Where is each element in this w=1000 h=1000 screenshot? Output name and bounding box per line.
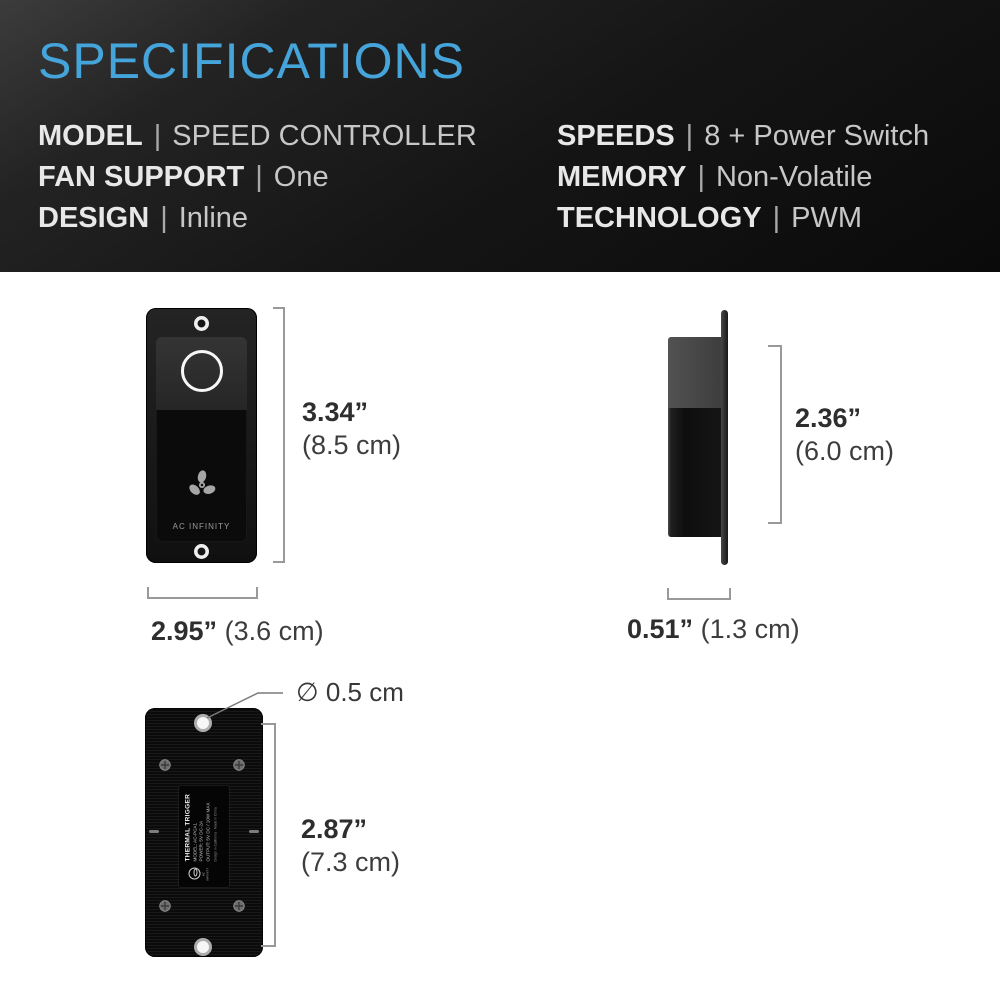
dimension-cm: (6.0 cm) [795, 436, 895, 466]
dimension-bracket-side-depth [667, 588, 731, 600]
spec-column-left [38, 116, 477, 239]
spec-divider: | [697, 161, 705, 193]
spec-divider: | [160, 202, 168, 234]
label-model: MODEL: AC-PCA1 [192, 822, 197, 861]
spec-divider: | [255, 161, 263, 193]
brand-label: AC INFINITY [172, 522, 231, 531]
screw-icon [159, 759, 171, 771]
label-power: POWER: 5V DC-2A [198, 820, 204, 861]
screw-hole [194, 544, 209, 559]
dimension-inches: 2.36” [795, 403, 862, 433]
spec-value: SPEED CONTROLLER [172, 120, 477, 152]
spec-row-model [38, 116, 477, 157]
side-notch [249, 830, 259, 833]
hole-diameter-dimension: ∅ 0.5 cm [296, 677, 404, 707]
front-height-dimension [302, 396, 401, 462]
product-info-label [179, 786, 229, 887]
label-origin: Design in California · Made in China [213, 806, 218, 861]
spec-value: Inline [178, 202, 249, 234]
header-banner [0, 0, 1000, 272]
spec-column-right [557, 116, 929, 239]
label-product-name: THERMAL TRIGGER [184, 793, 191, 861]
dimension-bracket-hole-spacing [261, 723, 276, 947]
dial-button-ring [181, 350, 223, 392]
side-lower-housing [668, 408, 722, 537]
spec-row-speeds [557, 116, 929, 157]
side-faceplate-edge [721, 310, 728, 565]
dimension-inches: 0.51” [627, 614, 694, 644]
spec-label: MEMORY [557, 161, 687, 193]
spec-value: 8 + Power Switch [704, 120, 930, 152]
spec-row-technology [557, 198, 929, 239]
controller-front-view [146, 308, 257, 563]
screw-icon [233, 900, 245, 912]
dimension-cm: (8.5 cm) [302, 430, 402, 460]
dimension-bracket-front-width [147, 587, 258, 599]
dimension-bracket-side-height [768, 345, 782, 524]
side-height-dimension [795, 402, 894, 468]
controller-back-view [145, 708, 263, 957]
dimension-cm: (1.3 cm) [700, 614, 800, 644]
hole-spacing-dimension [301, 813, 400, 879]
spec-row-fan-support [38, 157, 477, 198]
controller-side-view-body [668, 337, 722, 537]
side-depth-dimension [627, 614, 800, 645]
dimension-cm: (7.3 cm) [301, 847, 401, 877]
spec-divider: | [153, 120, 162, 152]
page-title: SPECIFICATIONS [38, 33, 466, 89]
dimension-bracket-front-height [273, 307, 285, 563]
spec-label: TECHNOLOGY [557, 202, 762, 234]
brand-logo-caption: AC INFINITY [201, 866, 209, 881]
dimension-inches: 2.95” [151, 616, 218, 646]
spec-divider: | [772, 202, 781, 234]
spec-value: One [273, 161, 329, 193]
spec-value: Non-Volatile [715, 161, 873, 193]
dial-section [156, 337, 247, 410]
screw-hole [194, 316, 209, 331]
front-width-dimension [151, 616, 324, 647]
front-inner-panel [156, 337, 247, 542]
spec-value: PWM [791, 202, 863, 234]
screw-icon [233, 759, 245, 771]
dimension-inches: 3.34” [302, 397, 369, 427]
screw-icon [159, 900, 171, 912]
side-dial-housing [668, 337, 722, 408]
hole-diameter-leader-line [204, 686, 286, 722]
side-notch [149, 830, 159, 833]
label-output: OUTPUT: 5V DC / 10W MAX [204, 802, 210, 861]
spec-label: MODEL [38, 120, 143, 152]
dimension-inches: 2.87” [301, 814, 368, 844]
spec-label: FAN SUPPORT [38, 161, 245, 193]
spec-row-memory [557, 157, 929, 198]
spec-divider: | [685, 120, 694, 152]
spec-label: DESIGN [38, 202, 150, 234]
mounting-hole [194, 938, 212, 956]
product-info-label-text [179, 786, 229, 887]
fan-icon [184, 467, 220, 503]
spec-label: SPEEDS [557, 120, 675, 152]
spec-row-design [38, 198, 477, 239]
brand-logo-icon [188, 868, 200, 880]
dimension-cm: (3.6 cm) [224, 616, 324, 646]
brand-logo [188, 865, 209, 882]
